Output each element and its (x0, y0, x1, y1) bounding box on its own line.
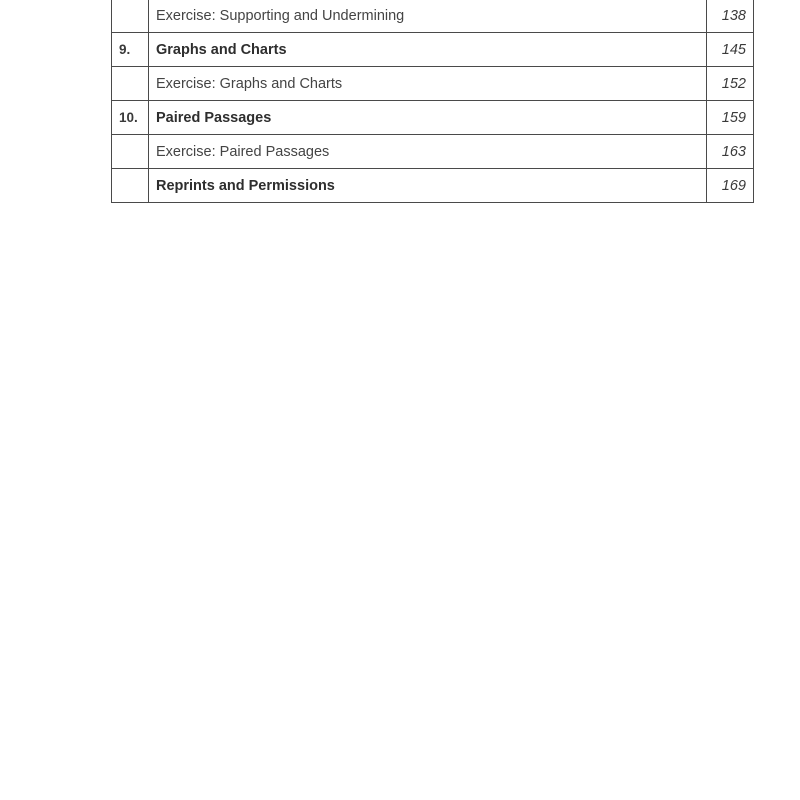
toc-row-title: Paired Passages (148, 101, 706, 135)
toc-row (112, 67, 754, 101)
toc-row-page: 138 (707, 0, 754, 33)
toc-row-number (112, 135, 149, 169)
toc-row-page: 163 (707, 135, 754, 169)
toc-row-number (112, 169, 149, 203)
toc-row-page: 169 (707, 169, 754, 203)
toc-row (112, 0, 754, 33)
toc-row-title: Exercise: Supporting and Undermining (148, 0, 706, 33)
toc-row (112, 135, 754, 169)
toc-row-title: Reprints and Permissions (148, 169, 706, 203)
table-of-contents (111, 0, 754, 203)
toc-row-page: 159 (707, 101, 754, 135)
toc-row-number (112, 67, 149, 101)
toc-row (112, 169, 754, 203)
toc-row-title: Exercise: Graphs and Charts (148, 67, 706, 101)
toc-row (112, 101, 754, 135)
toc-row-page: 152 (707, 67, 754, 101)
toc-row-title: Exercise: Paired Passages (148, 135, 706, 169)
toc-row-number: 9. (112, 33, 149, 67)
toc-row-number (112, 0, 149, 33)
toc-row-number: 10. (112, 101, 149, 135)
toc-row (112, 33, 754, 67)
toc-row-page: 145 (707, 33, 754, 67)
toc-row-title: Graphs and Charts (148, 33, 706, 67)
